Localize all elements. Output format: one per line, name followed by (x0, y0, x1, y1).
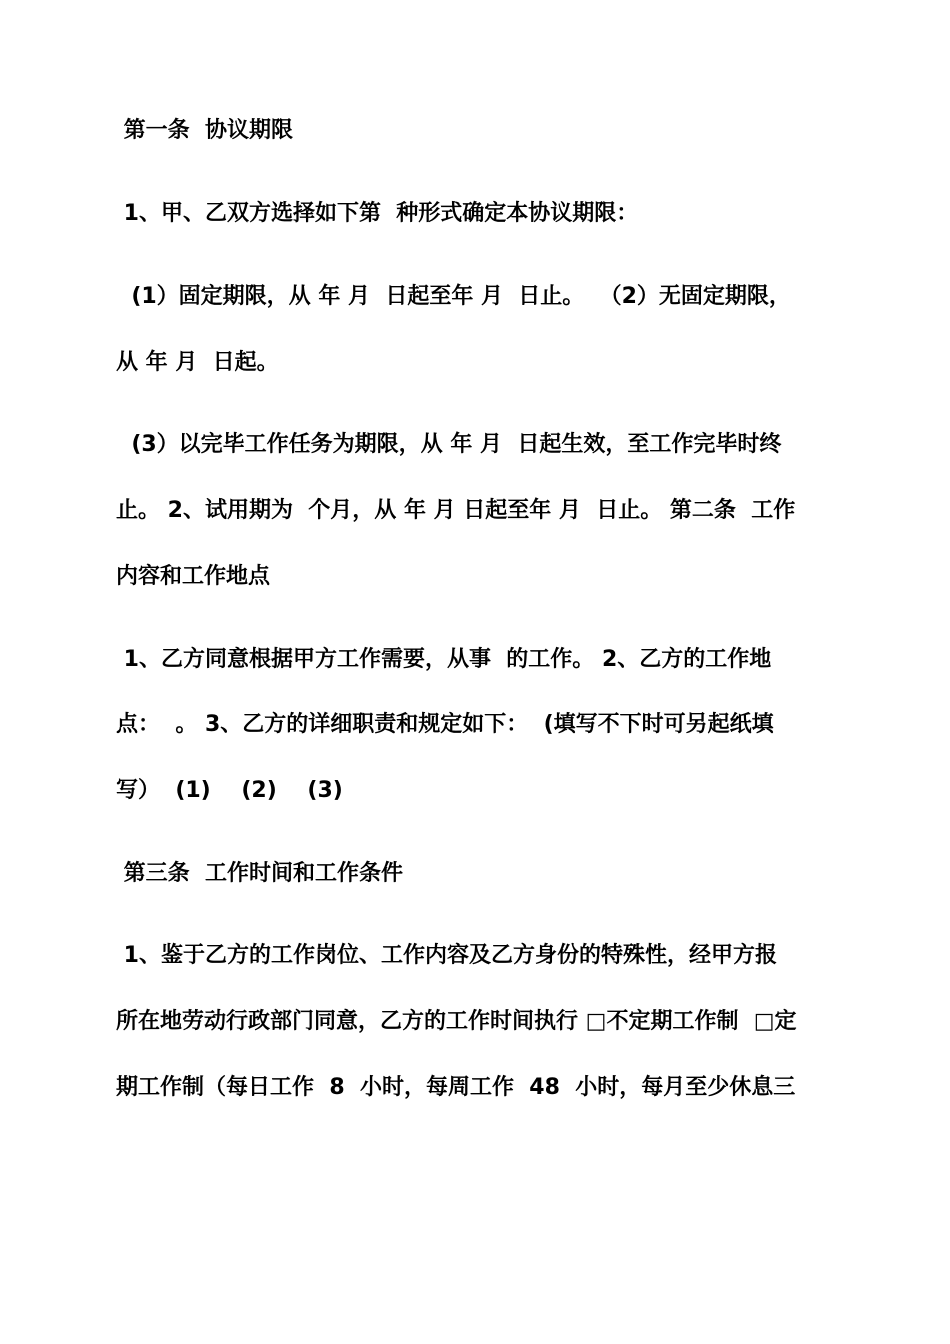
section-heading-article-1: 第一条 协议期限 (116, 118, 293, 143)
paragraph-line: 写） (1) (2) (3) (116, 778, 343, 803)
section-heading-article-3: 第三条 工作时间和工作条件 (116, 861, 403, 886)
paragraph-line: (1）固定期限，从 年 月 日起至年 月 日止。 （2）无固定期限， (116, 284, 791, 309)
paragraph-line: 1、乙方同意根据甲方工作需要，从事 的工作。 2、乙方的工作地 (116, 647, 772, 672)
paragraph-line: (3）以完毕工作任务为期限，从 年 月 日起生效，至工作完毕时终 (116, 432, 782, 457)
paragraph-line: 止。 2、试用期为 个月，从 年 月 日起至年 月 日止。 第二条 工作 (116, 498, 796, 523)
paragraph-line: 点： 。 3、乙方的详细职责和规定如下： (填写不下时可另起纸填 (116, 712, 774, 737)
paragraph-line: 从 年 月 日起。 (116, 350, 279, 375)
paragraph-line: 1、鉴于乙方的工作岗位、工作内容及乙方身份的特殊性，经甲方报 (116, 943, 777, 968)
paragraph-line: 内容和工作地点 (116, 564, 271, 589)
paragraph-line: 1、甲、乙双方选择如下第 种形式确定本协议期限： (116, 201, 639, 226)
paragraph-line: 所在地劳动行政部门同意，乙方的工作时间执行 □不定期工作制 □定 (116, 1009, 797, 1034)
paragraph-line: 期工作制（每日工作 8 小时，每周工作 48 小时，每月至少休息三 (116, 1075, 796, 1100)
